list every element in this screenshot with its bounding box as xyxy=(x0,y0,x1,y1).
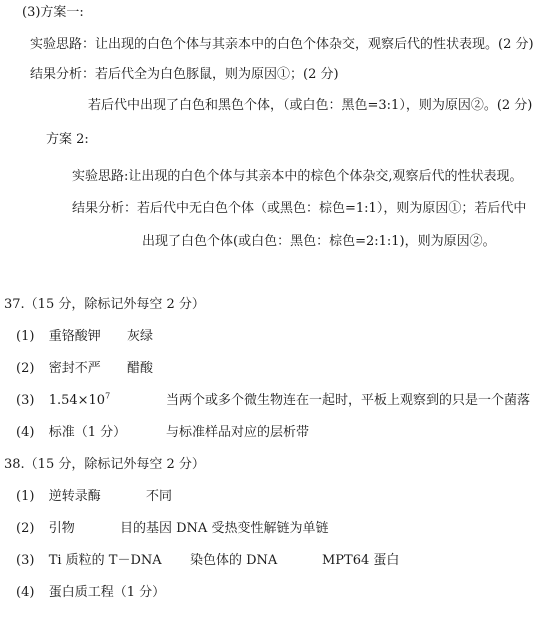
q38-heading: 38.（15 分，除标记外每空 2 分） xyxy=(4,457,205,472)
q37-heading: 37.（15 分，除标记外每空 2 分） xyxy=(4,297,205,312)
answer-b: 灰绿 xyxy=(127,329,154,344)
answer-a: $1.54\times 10^7$ xyxy=(48,391,111,408)
answer-a: Ti 质粒的 T－DNA xyxy=(48,553,162,568)
item-number: (2) xyxy=(16,361,35,376)
q37-item-2 xyxy=(16,360,153,378)
plan1-result-line1: 结果分析：若后代全为白色豚鼠，则为原因①；(2 分) xyxy=(30,67,339,82)
answer-a: 引物 xyxy=(48,521,75,536)
q38-item-2 xyxy=(16,520,75,538)
plan2-idea: 实验思路:让出现的白色个体与其亲本中的棕色个体杂交,观察后代的性状表现。 xyxy=(72,169,523,184)
q37-item-3-answer-b: 当两个或多个微生物连在一起时，平板上观察到的只是一个菌落 xyxy=(166,393,531,408)
q37-item-4 xyxy=(16,424,126,442)
q37-item-1 xyxy=(16,328,153,346)
plan2-heading: 方案 2: xyxy=(46,132,89,147)
q38-item-1-answer-b: 不同 xyxy=(146,489,173,504)
answer-b: 醋酸 xyxy=(127,361,154,376)
q38-item-3-answer-c: MPT64 蛋白 xyxy=(322,553,400,568)
item-number: (3) xyxy=(16,393,35,408)
exponent: 7 xyxy=(105,391,111,401)
q37-item-4-answer-b: 与标准样品对应的层析带 xyxy=(166,425,310,440)
q38-item-3 xyxy=(16,552,162,570)
q38-item-3-answer-b: 染色体的 DNA xyxy=(190,553,278,568)
plan2-result-line2: 出现了白色个体(或白色：黑色：棕色=2:1:1)，则为原因②。 xyxy=(142,234,496,249)
item-number: (4) xyxy=(16,425,35,440)
item-number: (4) xyxy=(16,585,35,600)
plan2-result-line1: 结果分析：若后代中无白色个体（或黑色：棕色=1:1），则为原因①；若后代中 xyxy=(72,201,527,216)
plan1-result-line2: 若后代中出现了白色和黑色个体，（或白色：黑色=3:1），则为原因②。(2 分) xyxy=(88,98,533,113)
item-number: (2) xyxy=(16,521,35,536)
item-number: (1) xyxy=(16,329,35,344)
part3-heading: (3)方案一: xyxy=(22,5,84,20)
answer-a: 蛋白质工程（1 分） xyxy=(48,585,166,600)
q38-item-4 xyxy=(16,584,165,602)
item-number: (3) xyxy=(16,553,35,568)
answer-a: 密封不严 xyxy=(48,361,101,376)
q38-item-1 xyxy=(16,488,101,506)
plan1-idea: 实验思路：让出现的白色个体与其亲本中的白色个体杂交，观察后代的性状表现。(2 分) xyxy=(30,37,534,52)
answer-a: 标准（1 分） xyxy=(48,425,127,440)
item-number: (1) xyxy=(16,489,35,504)
answer-a: 逆转录酶 xyxy=(48,489,101,504)
q37-item-3 xyxy=(16,392,110,410)
q38-item-2-answer-b: 目的基因 DNA 受热变性解链为单链 xyxy=(120,521,329,536)
answer-a: 重铬酸钾 xyxy=(48,329,101,344)
